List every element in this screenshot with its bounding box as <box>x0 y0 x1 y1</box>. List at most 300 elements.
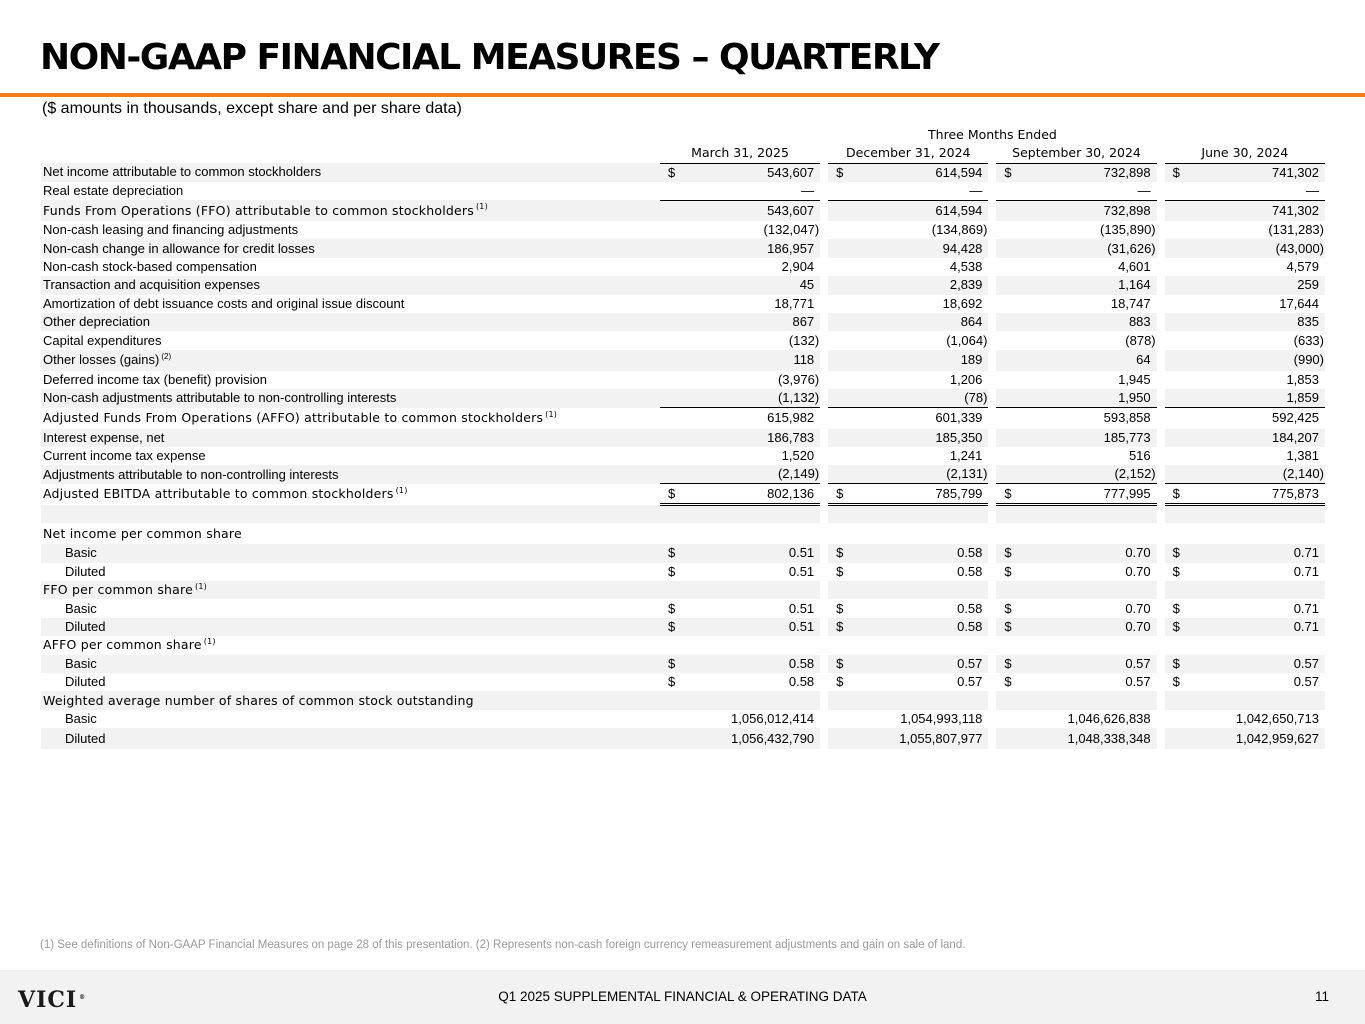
currency-symbol: $ <box>1004 655 1012 671</box>
value-number: 1,853 <box>1286 371 1319 387</box>
column-gap <box>820 673 828 691</box>
value-number: 0.51 <box>788 600 815 616</box>
value-cell <box>1165 465 1325 484</box>
value-cell <box>996 544 1156 562</box>
column-gap <box>1157 673 1165 691</box>
table-row <box>41 655 1325 673</box>
value-cell <box>660 295 820 313</box>
table-row <box>41 200 1325 221</box>
value-cell <box>996 350 1156 371</box>
value-cell <box>1165 618 1325 636</box>
column-gap <box>1157 710 1165 728</box>
value-number: 0.57 <box>1293 674 1319 690</box>
column-gap <box>1157 618 1165 636</box>
row-label <box>41 239 660 257</box>
value-cell <box>1165 599 1325 617</box>
row-label-text: Weighted average number of shares of common stock outstanding <box>43 692 474 708</box>
row-label-text: Net income per common share <box>43 525 242 541</box>
column-gap <box>988 408 996 429</box>
row-label-text: Non-cash change in allowance for credit losses <box>43 240 315 256</box>
value-cell <box>828 221 988 239</box>
value-cell <box>1165 505 1325 523</box>
currency-symbol: $ <box>667 545 676 561</box>
currency-symbol: $ <box>1172 600 1180 616</box>
row-label-text: Diluted <box>65 674 106 690</box>
value-cell <box>660 313 820 331</box>
column-gap <box>988 655 996 673</box>
value-number: 0.51 <box>788 563 815 579</box>
currency-symbol: $ <box>1172 655 1180 671</box>
value-cell <box>1165 331 1325 349</box>
value-cell <box>1165 581 1325 599</box>
column-gap <box>1157 163 1165 182</box>
column-gap <box>1157 389 1165 408</box>
currency-symbol: $ <box>836 164 844 180</box>
value-number: 864 <box>960 314 983 330</box>
value-number: 186,957 <box>767 240 815 256</box>
value-number: 614,594 <box>935 164 983 180</box>
value-cell <box>996 276 1156 294</box>
row-label <box>41 673 660 691</box>
table-row <box>41 505 1325 523</box>
footnote-marker: (1) <box>475 202 488 212</box>
row-label <box>41 276 660 294</box>
currency-symbol: $ <box>1004 563 1012 579</box>
value-number: 184,207 <box>1272 429 1319 445</box>
currency-symbol: $ <box>667 164 676 180</box>
row-label <box>41 728 660 749</box>
value-number: — <box>1137 182 1151 198</box>
table-row <box>41 239 1325 257</box>
currency-symbol: $ <box>836 619 844 635</box>
column-gap <box>820 691 828 709</box>
column-gap <box>1157 465 1165 484</box>
column-gap <box>988 350 996 371</box>
value-number: 18,771 <box>774 295 815 311</box>
value-cell <box>1165 350 1325 371</box>
row-label <box>41 408 660 429</box>
column-gap <box>988 465 996 484</box>
value-cell <box>1165 447 1325 465</box>
value-number: 0.57 <box>1125 655 1151 671</box>
column-gap <box>988 447 996 465</box>
column-gap <box>820 544 828 562</box>
value-number: (131,283) <box>1268 222 1324 238</box>
value-cell <box>828 599 988 617</box>
currency-symbol: $ <box>667 600 676 616</box>
value-cell <box>1165 313 1325 331</box>
value-number: 835 <box>1297 314 1319 330</box>
value-number: 45 <box>799 277 815 293</box>
row-label <box>41 389 660 408</box>
row-label-text: Basic <box>65 711 97 726</box>
value-number: 1,950 <box>1118 390 1151 406</box>
row-label-text: Adjustments attributable to non-controlling interests <box>43 466 339 482</box>
column-gap <box>988 313 996 331</box>
column-gap <box>988 710 996 728</box>
column-gap <box>820 408 828 429</box>
column-gap <box>820 239 828 257</box>
row-label-text: Diluted <box>65 730 106 746</box>
column-gap <box>988 673 996 691</box>
table-row <box>41 563 1325 581</box>
value-number: (78) <box>964 390 988 406</box>
column-gap <box>1157 429 1165 447</box>
value-cell <box>660 408 820 429</box>
value-cell <box>996 484 1156 505</box>
table-row <box>41 313 1325 331</box>
row-label <box>41 295 660 313</box>
column-gap <box>820 618 828 636</box>
value-cell <box>828 276 988 294</box>
column-gap <box>820 389 828 408</box>
column-gap <box>1157 563 1165 581</box>
value-number: 185,773 <box>1103 429 1151 445</box>
row-label-text: Non-cash adjustments attributable to non-controlling interests <box>43 390 397 406</box>
column-gap <box>988 618 996 636</box>
value-number: 189 <box>960 352 983 368</box>
value-cell <box>660 544 820 562</box>
table-row <box>41 295 1325 313</box>
table-row <box>41 350 1325 371</box>
column-gap <box>1157 544 1165 562</box>
value-number: 0.71 <box>1293 600 1319 616</box>
value-number: 1,520 <box>781 448 815 464</box>
value-cell <box>996 447 1156 465</box>
value-number: 1,042,650,713 <box>1235 711 1319 726</box>
value-cell <box>828 673 988 691</box>
value-cell <box>660 636 820 654</box>
value-cell <box>996 710 1156 728</box>
value-number: 0.58 <box>957 545 983 561</box>
column-gap <box>820 523 828 544</box>
column-gap <box>820 636 828 654</box>
value-cell <box>828 163 988 182</box>
row-label <box>41 618 660 636</box>
table-row <box>41 636 1325 654</box>
value-cell <box>1165 276 1325 294</box>
column-gap <box>820 295 828 313</box>
value-cell <box>660 350 820 371</box>
table-column-headers <box>41 144 1325 163</box>
table-row <box>41 408 1325 429</box>
value-number: (132,047) <box>763 222 820 238</box>
value-cell <box>996 655 1156 673</box>
value-number: 0.70 <box>1125 545 1151 561</box>
column-gap <box>1157 484 1165 505</box>
value-cell <box>1165 655 1325 673</box>
column-gap <box>988 276 996 294</box>
value-number: 0.51 <box>788 619 815 635</box>
row-label <box>41 447 660 465</box>
column-gap <box>1157 239 1165 257</box>
value-number: 516 <box>1128 448 1151 464</box>
value-number: 4,601 <box>1118 258 1151 274</box>
value-number: 543,607 <box>767 164 815 180</box>
value-cell <box>828 505 988 523</box>
value-number: 0.58 <box>957 600 983 616</box>
table-row <box>41 544 1325 562</box>
currency-symbol: $ <box>667 674 676 690</box>
value-cell <box>660 563 820 581</box>
value-cell <box>828 389 988 408</box>
currency-symbol: $ <box>836 600 844 616</box>
value-cell <box>660 239 820 257</box>
currency-symbol: $ <box>667 619 676 635</box>
row-label <box>41 523 660 544</box>
value-cell <box>996 182 1156 201</box>
currency-symbol: $ <box>667 485 676 501</box>
column-gap <box>820 350 828 371</box>
value-cell <box>660 655 820 673</box>
currency-symbol: $ <box>667 655 676 671</box>
value-number: (31,626) <box>1107 240 1156 256</box>
value-cell <box>1165 163 1325 182</box>
value-number: 1,164 <box>1118 277 1151 293</box>
value-cell <box>828 200 988 221</box>
value-number: 17,644 <box>1279 295 1319 311</box>
value-cell <box>828 313 988 331</box>
value-cell <box>996 163 1156 182</box>
row-label-text: AFFO per common share <box>43 637 202 653</box>
column-gap <box>988 200 996 221</box>
column-gap <box>988 484 996 505</box>
value-number: 0.57 <box>1293 655 1319 671</box>
value-cell <box>1165 691 1325 709</box>
value-cell <box>996 505 1156 523</box>
value-number: 0.70 <box>1125 563 1151 579</box>
value-cell <box>660 258 820 276</box>
page-title: NON-GAAP FINANCIAL MEASURES – QUARTERLY <box>40 37 939 78</box>
title-divider <box>0 93 1365 97</box>
table-row <box>41 710 1325 728</box>
column-gap <box>1157 182 1165 201</box>
value-cell <box>1165 563 1325 581</box>
value-number: 1,859 <box>1286 390 1319 406</box>
row-label <box>41 484 660 505</box>
value-cell <box>828 371 988 389</box>
row-label-text: Funds From Operations (FFO) attributable to common stockholders <box>43 202 474 218</box>
row-label-text: Basic <box>65 600 97 616</box>
value-cell <box>660 465 820 484</box>
value-number: 615,982 <box>767 410 815 426</box>
currency-symbol: $ <box>1172 563 1180 579</box>
row-label <box>41 371 660 389</box>
row-label <box>41 465 660 484</box>
value-number: 0.51 <box>788 545 815 561</box>
currency-symbol: $ <box>1172 545 1180 561</box>
column-gap <box>820 371 828 389</box>
column-gap <box>1157 276 1165 294</box>
currency-symbol: $ <box>836 674 844 690</box>
value-number: (878) <box>1125 332 1156 348</box>
column-gap <box>988 258 996 276</box>
table-group-header <box>41 126 1325 144</box>
table-row <box>41 163 1325 182</box>
footnote-marker: (1) <box>545 409 558 419</box>
value-number: 0.70 <box>1125 619 1151 635</box>
column-gap <box>820 163 828 182</box>
financial-table-container <box>41 126 1325 749</box>
column-gap <box>1157 728 1165 749</box>
row-label <box>41 331 660 349</box>
table-row <box>41 258 1325 276</box>
row-label-text: Real estate depreciation <box>43 182 184 198</box>
value-number: 0.58 <box>788 674 815 690</box>
value-cell <box>660 691 820 709</box>
column-gap <box>1157 408 1165 429</box>
value-cell <box>660 389 820 408</box>
subtitle: ($ amounts in thousands, except share and per share data) <box>42 100 462 117</box>
table-row <box>41 673 1325 691</box>
row-label-text: Other depreciation <box>43 314 150 330</box>
value-number: 4,579 <box>1286 258 1319 274</box>
footer-title: Q1 2025 SUPPLEMENTAL FINANCIAL & OPERATING DATA <box>498 989 867 1004</box>
currency-symbol: $ <box>1172 674 1180 690</box>
row-label-text: Diluted <box>65 563 106 579</box>
value-cell <box>828 408 988 429</box>
value-number: (135,890) <box>1099 222 1156 238</box>
value-cell <box>996 599 1156 617</box>
column-gap <box>820 313 828 331</box>
value-cell <box>996 465 1156 484</box>
value-cell <box>828 295 988 313</box>
column-gap <box>820 563 828 581</box>
value-cell <box>828 258 988 276</box>
column-gap <box>820 581 828 599</box>
value-number: (1,132) <box>777 390 820 406</box>
value-cell <box>828 728 988 749</box>
value-number: (1,064) <box>946 332 988 348</box>
currency-symbol: $ <box>1004 164 1012 180</box>
currency-symbol: $ <box>1004 485 1012 501</box>
value-cell <box>996 313 1156 331</box>
column-gap <box>988 429 996 447</box>
table-row <box>41 389 1325 408</box>
value-number: 0.58 <box>957 619 983 635</box>
value-cell <box>828 655 988 673</box>
value-number: (3,976) <box>777 371 820 387</box>
row-label-text: Deferred income tax (benefit) provision <box>43 371 267 387</box>
value-cell <box>1165 429 1325 447</box>
table-row <box>41 618 1325 636</box>
row-label <box>41 163 660 182</box>
column-gap <box>988 331 996 349</box>
value-cell <box>1165 221 1325 239</box>
column-gap <box>988 505 996 523</box>
value-cell <box>828 331 988 349</box>
value-cell <box>660 163 820 182</box>
value-cell <box>828 581 988 599</box>
table-row <box>41 728 1325 749</box>
value-cell <box>660 523 820 544</box>
currency-symbol: $ <box>1172 619 1180 635</box>
column-gap <box>1157 221 1165 239</box>
value-number: 732,898 <box>1103 164 1151 180</box>
table-row <box>41 221 1325 239</box>
row-label <box>41 655 660 673</box>
value-number: 1,381 <box>1286 448 1319 464</box>
column-gap <box>988 182 996 201</box>
value-number: 785,799 <box>935 485 983 501</box>
row-label <box>41 200 660 221</box>
column-gap <box>820 655 828 673</box>
value-number: 1,048,338,348 <box>1067 730 1151 746</box>
value-cell <box>660 505 820 523</box>
column-gap <box>820 429 828 447</box>
value-cell <box>1165 239 1325 257</box>
row-label <box>41 350 660 371</box>
column-gap <box>820 331 828 349</box>
value-number: 118 <box>793 352 815 368</box>
value-cell <box>996 371 1156 389</box>
value-number: — <box>969 182 983 198</box>
column-gap <box>820 258 828 276</box>
column-gap <box>820 447 828 465</box>
currency-symbol: $ <box>1004 619 1012 635</box>
row-label <box>41 544 660 562</box>
currency-symbol: $ <box>836 655 844 671</box>
value-cell <box>996 728 1156 749</box>
column-gap <box>1157 636 1165 654</box>
table-row <box>41 581 1325 599</box>
column-gap <box>988 563 996 581</box>
value-cell <box>996 389 1156 408</box>
column-gap <box>820 200 828 221</box>
column-gap <box>1157 200 1165 221</box>
column-gap <box>820 505 828 523</box>
currency-symbol: $ <box>667 563 676 579</box>
value-cell <box>996 618 1156 636</box>
column-gap <box>988 389 996 408</box>
currency-symbol: $ <box>836 563 844 579</box>
footnote-marker: (1) <box>395 486 408 496</box>
value-cell <box>1165 728 1325 749</box>
column-header: September 30, 2024 <box>996 144 1156 163</box>
currency-symbol: $ <box>1004 545 1012 561</box>
page-footer <box>0 970 1365 1024</box>
value-number: 741,302 <box>1272 164 1319 180</box>
value-cell <box>996 408 1156 429</box>
value-number: 0.57 <box>957 655 983 671</box>
value-cell <box>828 544 988 562</box>
row-label-text: Diluted <box>65 619 106 635</box>
row-label-text: Adjusted EBITDA attributable to common stockholders <box>43 486 394 502</box>
value-cell <box>660 618 820 636</box>
value-number: 259 <box>1297 277 1319 293</box>
table-row <box>41 691 1325 709</box>
column-gap <box>988 691 996 709</box>
column-gap <box>988 544 996 562</box>
column-gap <box>820 221 828 239</box>
value-cell <box>660 221 820 239</box>
column-gap <box>988 295 996 313</box>
value-number: (134,869) <box>931 222 988 238</box>
row-label-text: Other losses (gains) <box>43 352 160 368</box>
value-number: 614,594 <box>935 202 983 218</box>
value-cell <box>1165 544 1325 562</box>
column-header: December 31, 2024 <box>828 144 988 163</box>
row-label <box>41 581 660 599</box>
column-gap <box>1157 295 1165 313</box>
value-number: 4,538 <box>949 258 983 274</box>
value-number: 94,428 <box>942 240 983 256</box>
value-cell <box>996 221 1156 239</box>
currency-symbol: $ <box>836 485 844 501</box>
row-label-text: Interest expense, net <box>43 429 165 445</box>
value-number: 1,042,959,627 <box>1235 730 1319 746</box>
value-cell <box>1165 484 1325 505</box>
